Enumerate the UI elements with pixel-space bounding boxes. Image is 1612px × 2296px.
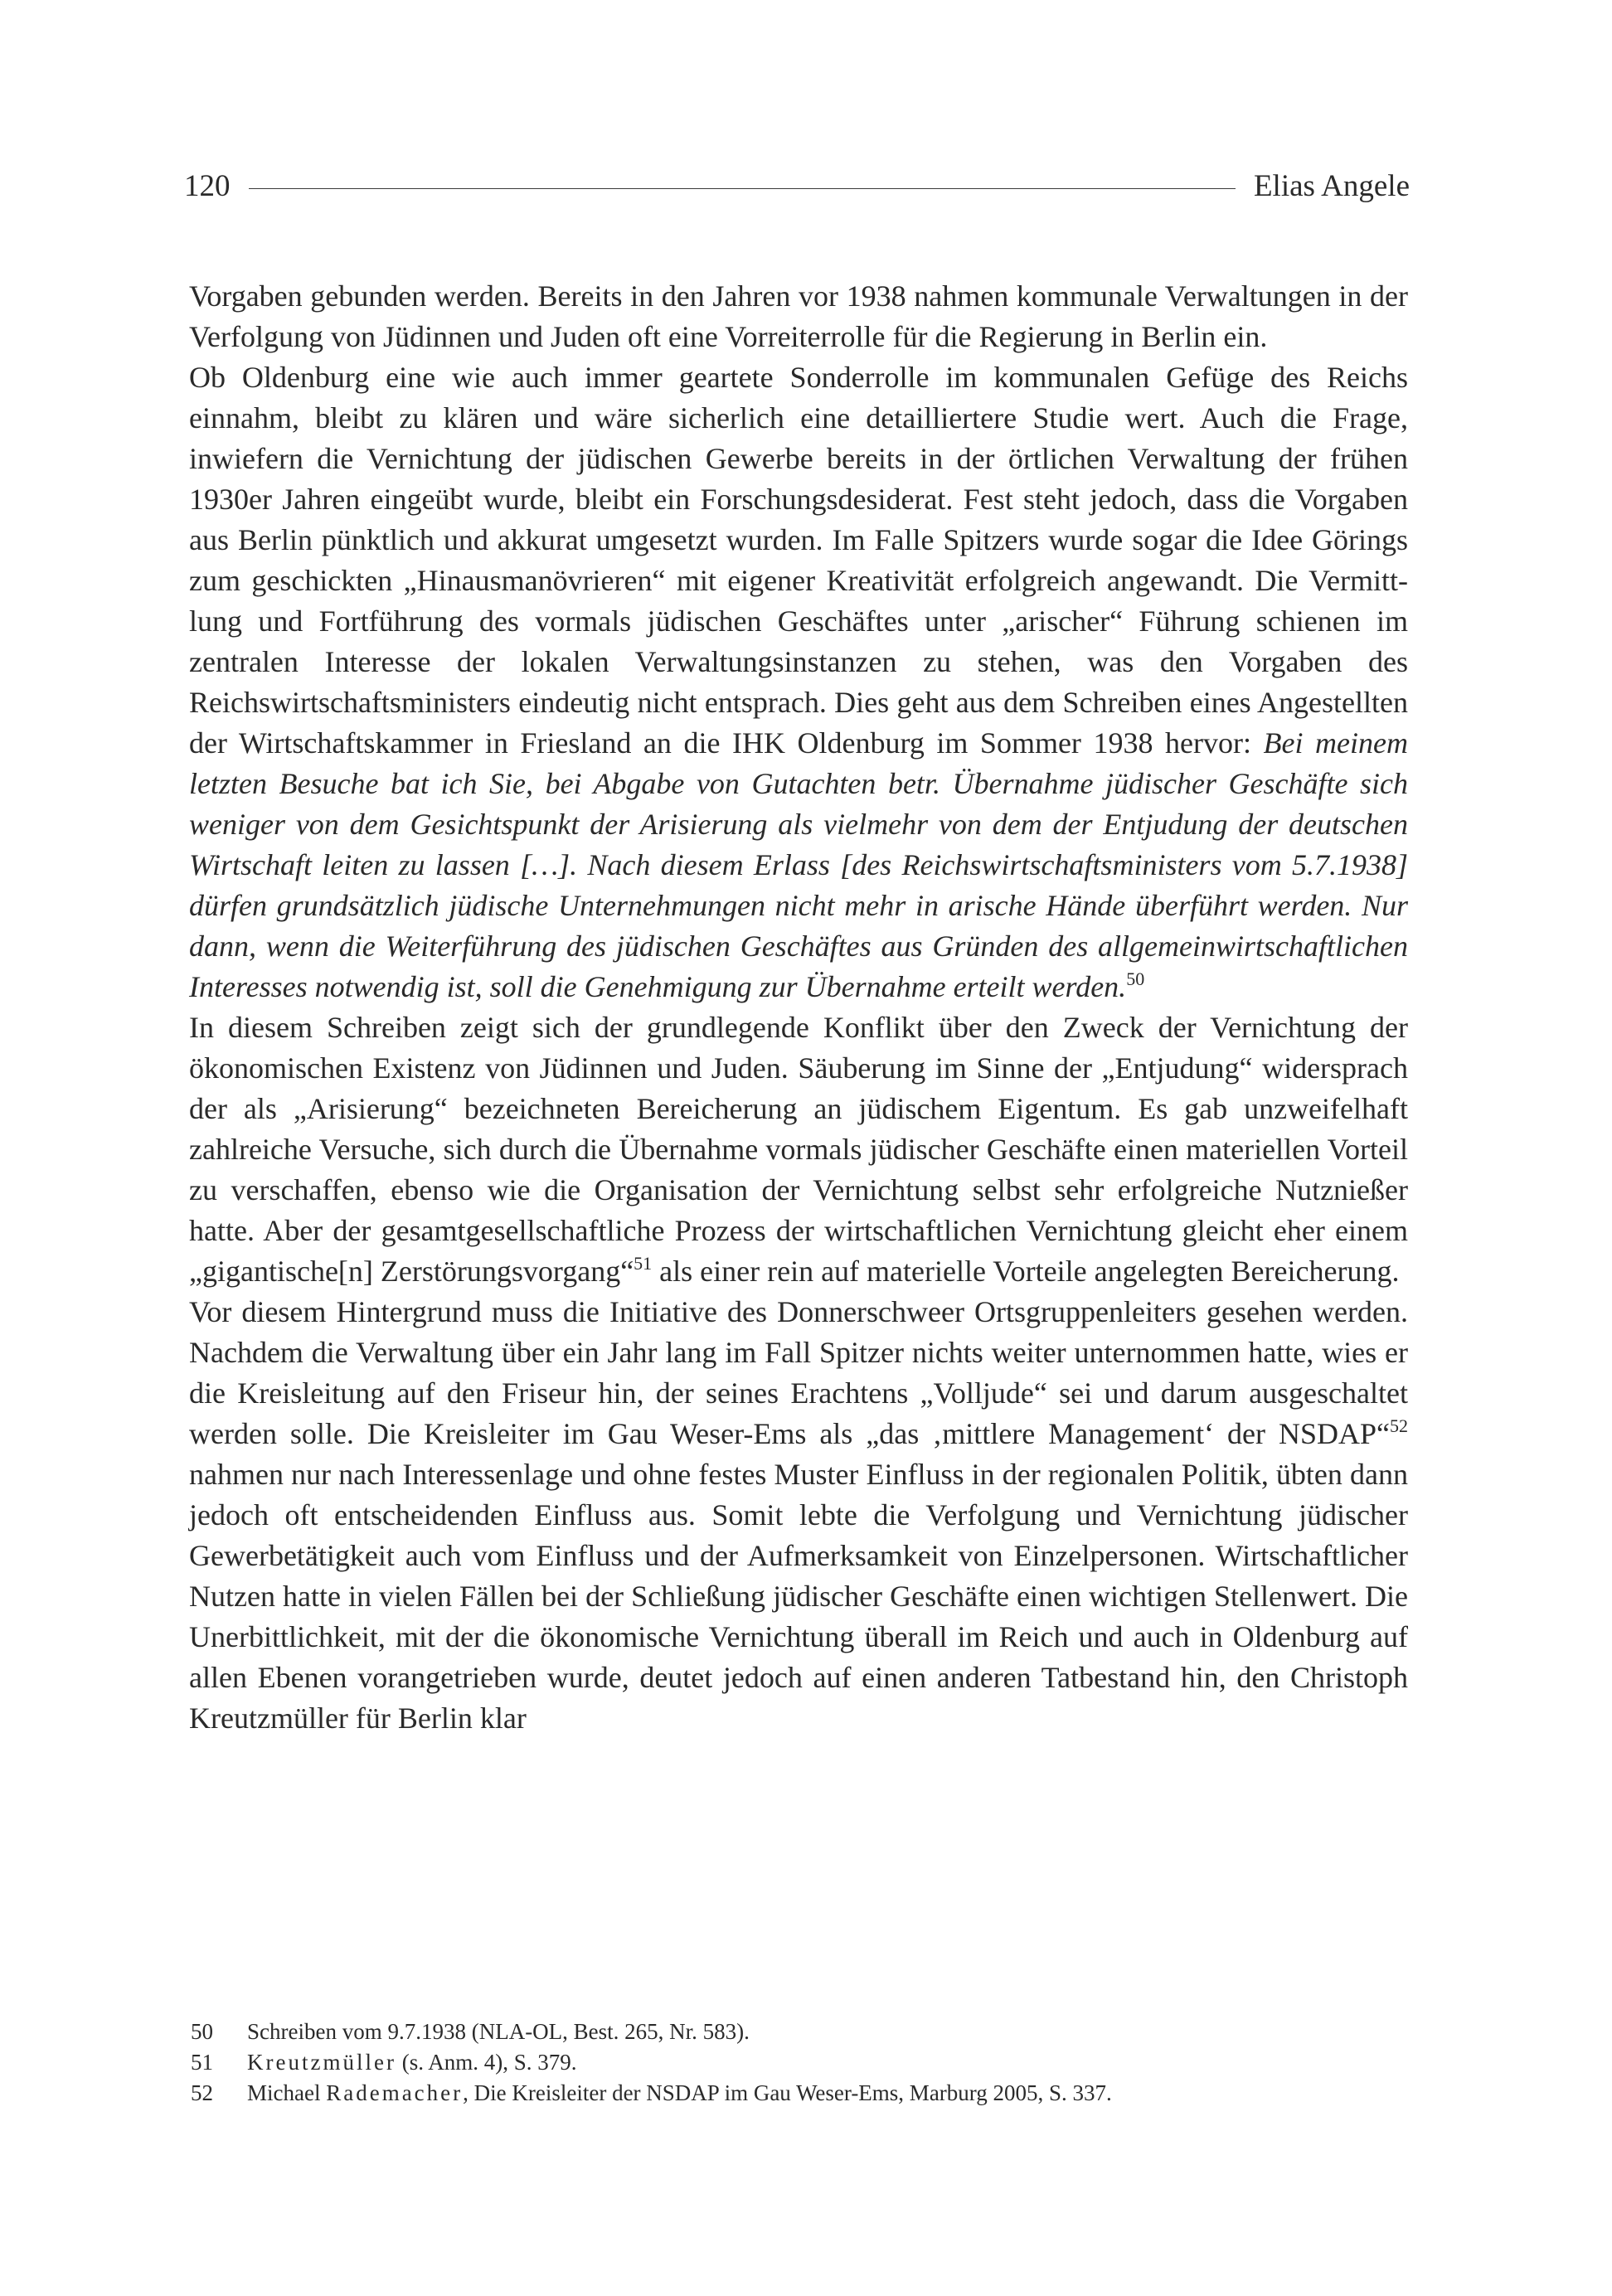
author-surname: Kreutzmüller [247,2050,396,2075]
footnote-reference: 51 [634,1253,653,1274]
body-paragraph [189,276,1408,357]
footnote-text-segment: Schreiben vom 9.7.1938 (NLA-OL, Best. 265, Nr. 583). [247,2019,750,2044]
header-rule [249,188,1236,189]
footnote-number: 50 [191,2019,213,2044]
footnote-number: 51 [191,2050,213,2075]
body-paragraph [189,1292,1408,1739]
page-number: 120 [184,168,231,203]
author-surname: Rademacher [326,2080,464,2105]
running-header [184,163,1410,209]
footnote-number: 52 [191,2080,213,2105]
paragraph-text: Vorgaben gebunden werden. Bereits in den Jahren vor 1938 nahmen kommunale Verwaltungen in der Verfolgung von Jüdinnen und Juden oft eine Vorreiterrolle für die Regierung in Berlin ein. [189,279,1408,353]
body-paragraph [189,1007,1408,1292]
footnote [191,2047,1410,2078]
footnote-text-segment: Michael [247,2080,327,2105]
footnote [191,2017,1410,2047]
footnote-reference: 52 [1390,1415,1408,1436]
footnote-reference: 50 [1126,968,1145,989]
footnote-text [247,2047,1410,2078]
paragraph-text: als einer rein auf materielle Vorteile angelegten Bereicherung. [652,1255,1400,1288]
footnote-text [247,2078,1410,2109]
footnote [191,2078,1410,2109]
body-text [189,276,1408,1739]
footnote-text-segment: , Die Kreisleiter der NSDAP im Gau Weser-Ems, Marburg 2005, S. 337. [463,2080,1112,2105]
paragraph-text: nahmen nur nach Interessenlage und ohne festes Muster Einfluss in der regionalen Politik, übten dann jedoch oft entscheidenden Einfluss aus. Somit lebte die Verfolgung und Vernichtung jüdischer Gewerbetätigkeit auch vom Einfluss und der Aufmerksamkeit von Einzelpersonen. Wirtschaftlicher Nutzen hatte in vielen Fällen bei der Schließung jüdischer Geschäfte einen wichtigen Stellenwert. Die Unerbittlichkeit, mit der die ökonomische Vernichtung überall im Reich und auch in Oldenburg auf allen Ebenen vorangetrieben wurde, deutet jedoch auf einen anderen Tatbestand hin, den Christoph Kreutzmüller für Berlin klar [189,1458,1408,1735]
footnotes [191,2017,1410,2109]
running-header-author: Elias Angele [1253,168,1410,203]
footnote-text [247,2017,1410,2047]
paragraph-text: Ob Oldenburg eine wie auch immer geartete Sonderrolle im kommunalen Gefüge des Reichs einnahm, bleibt zu klären und wäre sicherlich eine detailliertere Studie wert. Auch die Frage, inwiefern die Vernichtung der jüdischen Gewerbe bereits in der örtlichen Verwaltung der frühen 1930er Jahren eingeübt wurde, bleibt ein Forschungsdesiderat. Fest steht jedoch, dass die Vorgaben aus Berlin pünktlich und akkurat umgesetzt wurden. Im Falle Spitzers wurde sogar die Idee Görings zum geschickten „Hinausmanövrieren“ mit eigener Kreativität erfolgreich angewandt. Die Vermittlung und Fortführung des vormals jüdischen Geschäftes unter „arischer“ Führung schienen im zentralen Interesse der lokalen Verwaltungsinstanzen zu stehen, was den Vorgaben des Reichswirtschaftsministers eindeutig nicht entsprach. Dies geht aus dem Schreiben eines Angestellten der Wirtschaftskammer in Friesland an die IHK Oldenburg im Sommer 1938 hervor: [189,361,1408,760]
body-paragraph [189,357,1408,1007]
paragraph-text: In diesem Schreiben zeigt sich der grundlegende Konflikt über den Zweck der Vernichtung der ökonomischen Existenz von Jüdinnen und Juden. Säuberung im Sinne der „Entjudung“ widersprach der als „Arisierung“ bezeichneten Bereicherung an jüdischem Eigentum. Es gab unzweifelhaft zahlreiche Versuche, sich durch die Übernahme vormals jüdischer Geschäfte einen materiellen Vorteil zu verschaffen, ebenso wie die Organisation der Vernichtung selbst sehr erfolgreiche Nutznießer hatte. Aber der gesamtgesellschaftliche Prozess der wirtschaftlichen Vernichtung gleicht eher einem „gigantische[n] Zerstörungsvorgang“ [189,1011,1408,1288]
quoted-passage: Bei meinem letzten Besuche bat ich Sie, bei Abgabe von Gutachten betr. Übernahme jüdischer Geschäfte sich weniger von dem Gesichtspunkt der Arisierung als vielmehr von dem der Entjudung der deutschen Wirtschaft leiten zu lassen […]. Nach diesem Erlass [des Reichswirtschaftsministers vom 5.7.1938] dürfen grundsätzlich jüdische Unternehmungen nicht mehr in arische Hände überführt werden. Nur dann, wenn die Weiterführung des jüdischen Geschäftes aus Gründen des allgemeinwirtschaftlichen Interesses notwendig ist, soll die Genehmigung zur Übernahme erteilt werden. [189,726,1408,1003]
footnote-text-segment: (s. Anm. 4), S. 379. [396,2050,577,2075]
paragraph-text: Vor diesem Hintergrund muss die Initiative des Donnerschweer Ortsgruppenleiters gesehen werden. Nachdem die Verwaltung über ein Jahr lang im Fall Spitzer nichts weiter unternommen hatte, wies er die Kreisleitung auf den Friseur hin, der seines Erachtens „Volljude“ sei und darum ausgeschaltet werden solle. Die Kreisleiter im Gau Weser-Ems als „das ‚mittlere Management‘ der NSDAP“ [189,1295,1408,1450]
